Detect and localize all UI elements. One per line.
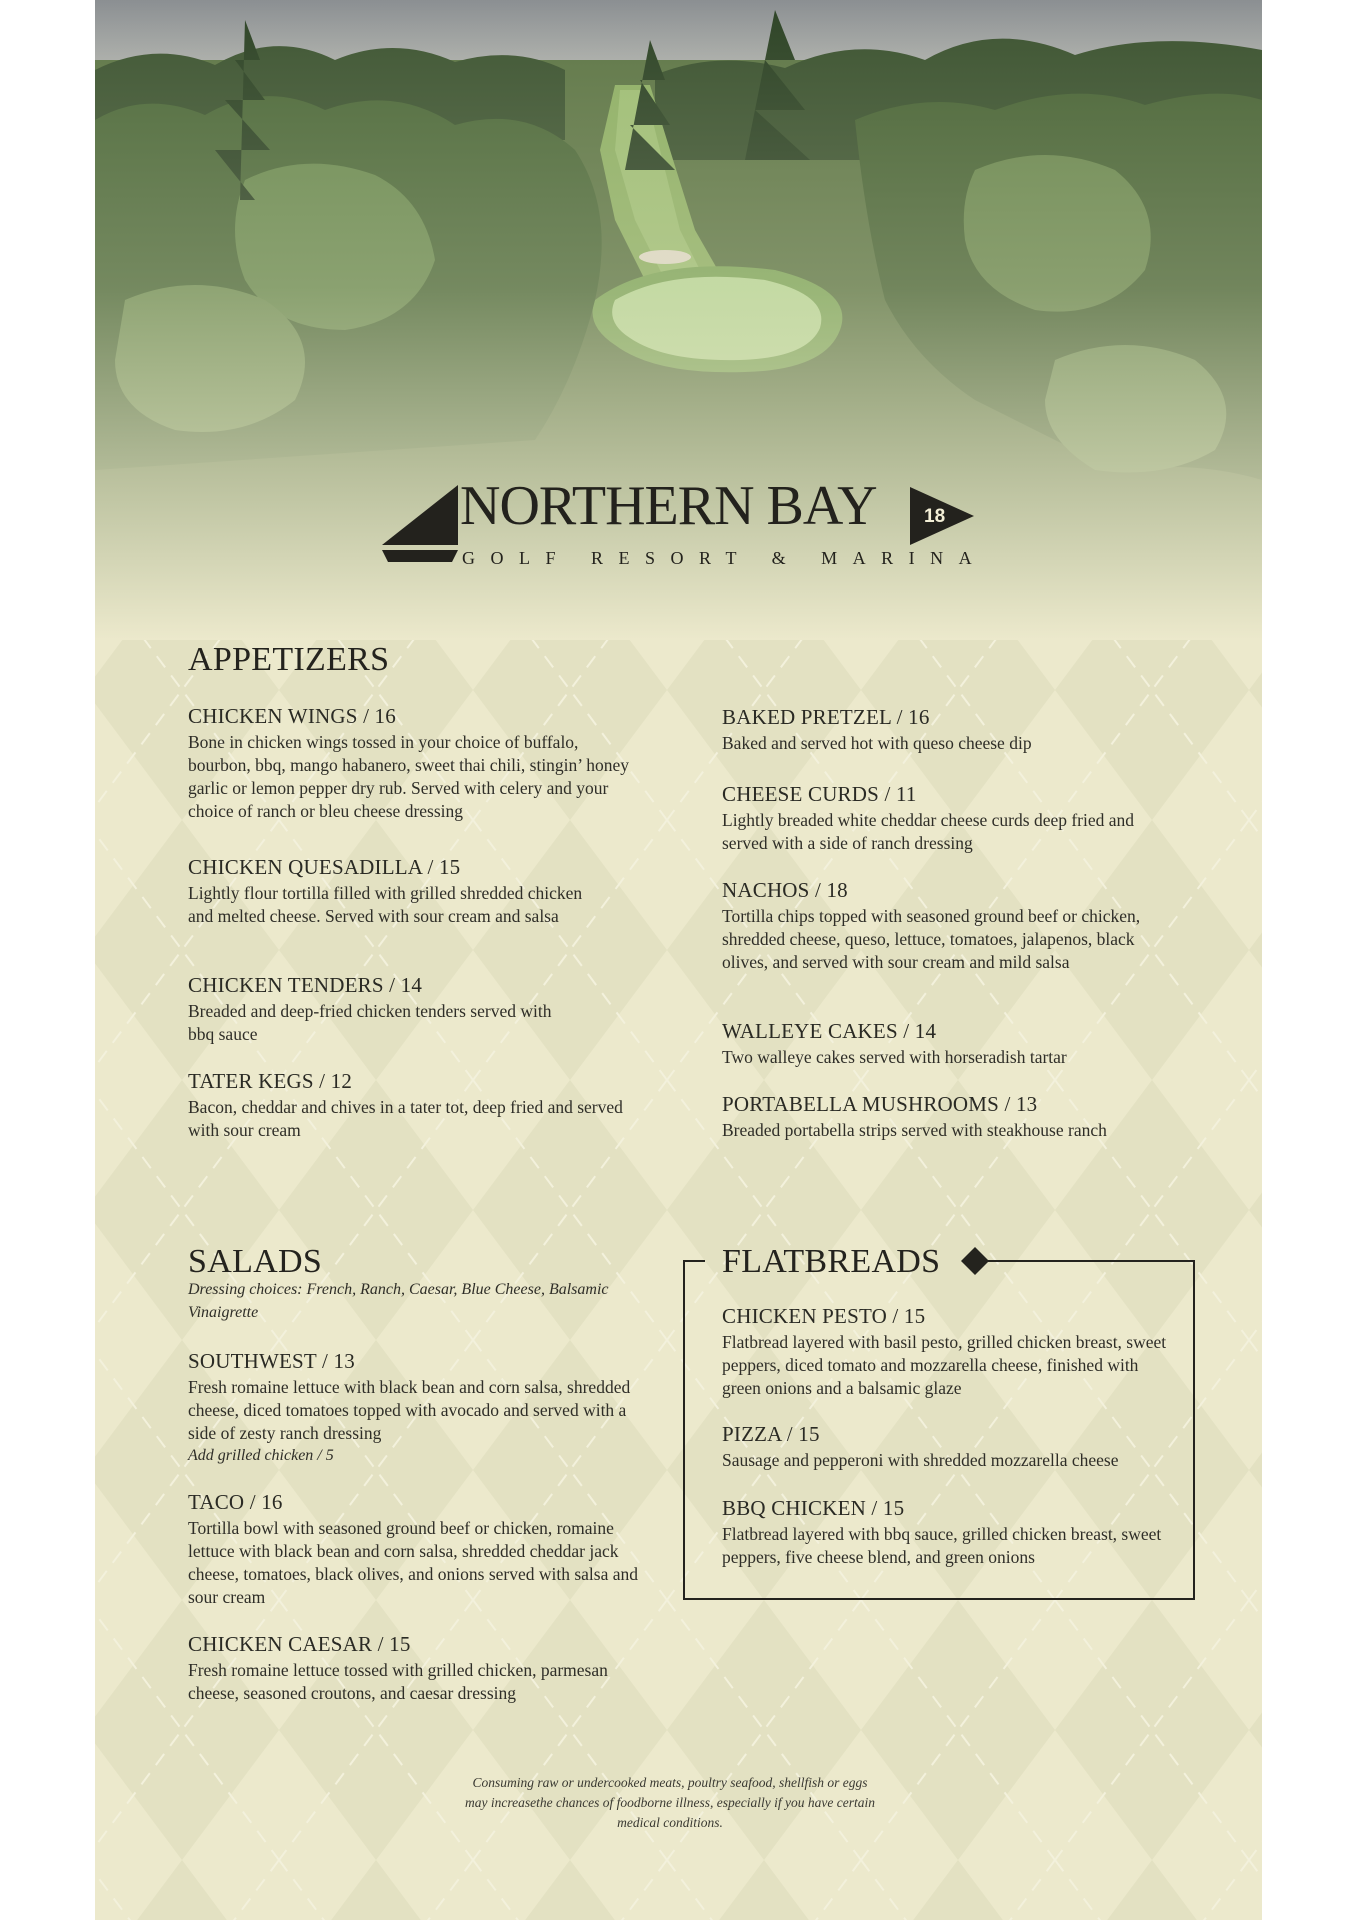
item-name: CHICKEN CAESAR / 15	[188, 1632, 411, 1656]
menu-item	[722, 1020, 1192, 1069]
menu-item	[722, 879, 1172, 974]
item-description: Lightly flour tortilla filled with grilled shredded chicken and melted cheese. Served with sour cream and salsa	[188, 883, 583, 927]
menu-item	[722, 706, 1192, 755]
item-description: Flatbread layered with basil pesto, grilled chicken breast, sweet peppers, diced tomato and mozzarella cheese, finished with green onions and a balsamic glaze	[722, 1332, 1167, 1399]
item-addon: Add grilled chicken / 5	[188, 1447, 334, 1465]
item-name: CHICKEN WINGS / 16	[188, 704, 396, 728]
item-description: Two walleye cakes served with horseradish tartar	[722, 1047, 1067, 1068]
item-name: CHEESE CURDS / 11	[722, 782, 917, 806]
menu-item	[188, 705, 638, 823]
menu-item	[188, 974, 568, 1046]
menu-item	[188, 1633, 640, 1705]
item-description: Breaded portabella strips served with steakhouse ranch	[722, 1120, 1107, 1141]
item-name: CHICKEN QUESADILLA / 15	[188, 855, 461, 879]
appetizers-title: APPETIZERS	[188, 641, 390, 678]
item-description: Flatbread layered with bbq sauce, grilled chicken breast, sweet peppers, five cheese blend, and green onions	[722, 1524, 1162, 1568]
brand-logo	[380, 475, 988, 570]
item-name: PIZZA / 15	[722, 1422, 820, 1446]
item-description: Fresh romaine lettuce with black bean and corn salsa, shredded cheese, diced tomatoes topped with avocado and served with a side of zesty ranch dressing	[188, 1377, 631, 1444]
item-name: TATER KEGS / 12	[188, 1069, 353, 1093]
item-name: TACO / 16	[188, 1490, 283, 1514]
brand-name: NORTHERN BAY	[460, 475, 877, 537]
item-description: Baked and served hot with queso cheese dip	[722, 733, 1032, 754]
item-description: Bacon, cheddar and chives in a tater tot, deep fried and served with sour cream	[188, 1097, 623, 1141]
item-name: BBQ CHICKEN / 15	[722, 1496, 905, 1520]
menu-item	[722, 1093, 1202, 1142]
diamond-icon	[960, 1246, 990, 1276]
item-description: Tortilla bowl with seasoned ground beef or chicken, romaine lettuce with black bean and corn salsa, shredded cheddar jack cheese, tomatoes, black olives, and onions served with salsa and sour cream	[188, 1518, 639, 1608]
item-description: Sausage and pepperoni with shredded mozzarella cheese	[722, 1450, 1119, 1471]
salads-title: SALADS	[188, 1243, 323, 1280]
menu-item	[188, 1491, 640, 1609]
item-description: Tortilla chips topped with seasoned ground beef or chicken, shredded cheese, queso, lettuce, tomatoes, jalapenos, black olives, and served with sour cream and mild salsa	[722, 906, 1141, 973]
item-description: Fresh romaine lettuce tossed with grilled chicken, parmesan cheese, seasoned croutons, and caesar dressing	[188, 1660, 608, 1704]
flatbreads-title: FLATBREADS	[722, 1243, 941, 1280]
menu-item	[722, 1305, 1172, 1400]
item-name: CHICKEN TENDERS / 14	[188, 973, 423, 997]
brand-subtitle: GOLF RESORT & MARINA	[462, 548, 988, 568]
menu-item	[722, 1423, 1192, 1472]
food-safety-disclaimer: Consuming raw or undercooked meats, poultry seafood, shellfish or eggs may increasethe chances of foodborne illness, especially if you have certain medical conditions.	[464, 1775, 875, 1830]
menu-page	[95, 0, 1262, 1920]
dressing-choices: Dressing choices: French, Ranch, Caesar, Blue Cheese, Balsamic Vinaigrette	[188, 1281, 609, 1321]
item-name: CHICKEN PESTO / 15	[722, 1304, 926, 1328]
menu-item	[188, 1070, 638, 1142]
menu-item	[722, 783, 1182, 855]
item-description: Bone in chicken wings tossed in your choice of buffalo, bourbon, bbq, mango habanero, sweet thai chili, stingin’ honey garlic or lemon pepper dry rub. Served with celery and your choice of ranch or bleu cheese dressing	[188, 732, 629, 822]
item-name: PORTABELLA MUSHROOMS / 13	[722, 1092, 1038, 1116]
hole-number: 18	[924, 506, 946, 527]
menu-item	[722, 1497, 1172, 1569]
item-description: Breaded and deep-fried chicken tenders served with bbq sauce	[188, 1001, 552, 1045]
item-name: BAKED PRETZEL / 16	[722, 705, 930, 729]
menu-item	[188, 1350, 638, 1466]
item-name: WALLEYE CAKES / 14	[722, 1019, 937, 1043]
item-description: Lightly breaded white cheddar cheese curds deep fried and served with a side of ranch dressing	[722, 810, 1135, 854]
menu-item	[188, 856, 588, 928]
item-name: NACHOS / 18	[722, 878, 848, 902]
item-name: SOUTHWEST / 13	[188, 1349, 355, 1373]
